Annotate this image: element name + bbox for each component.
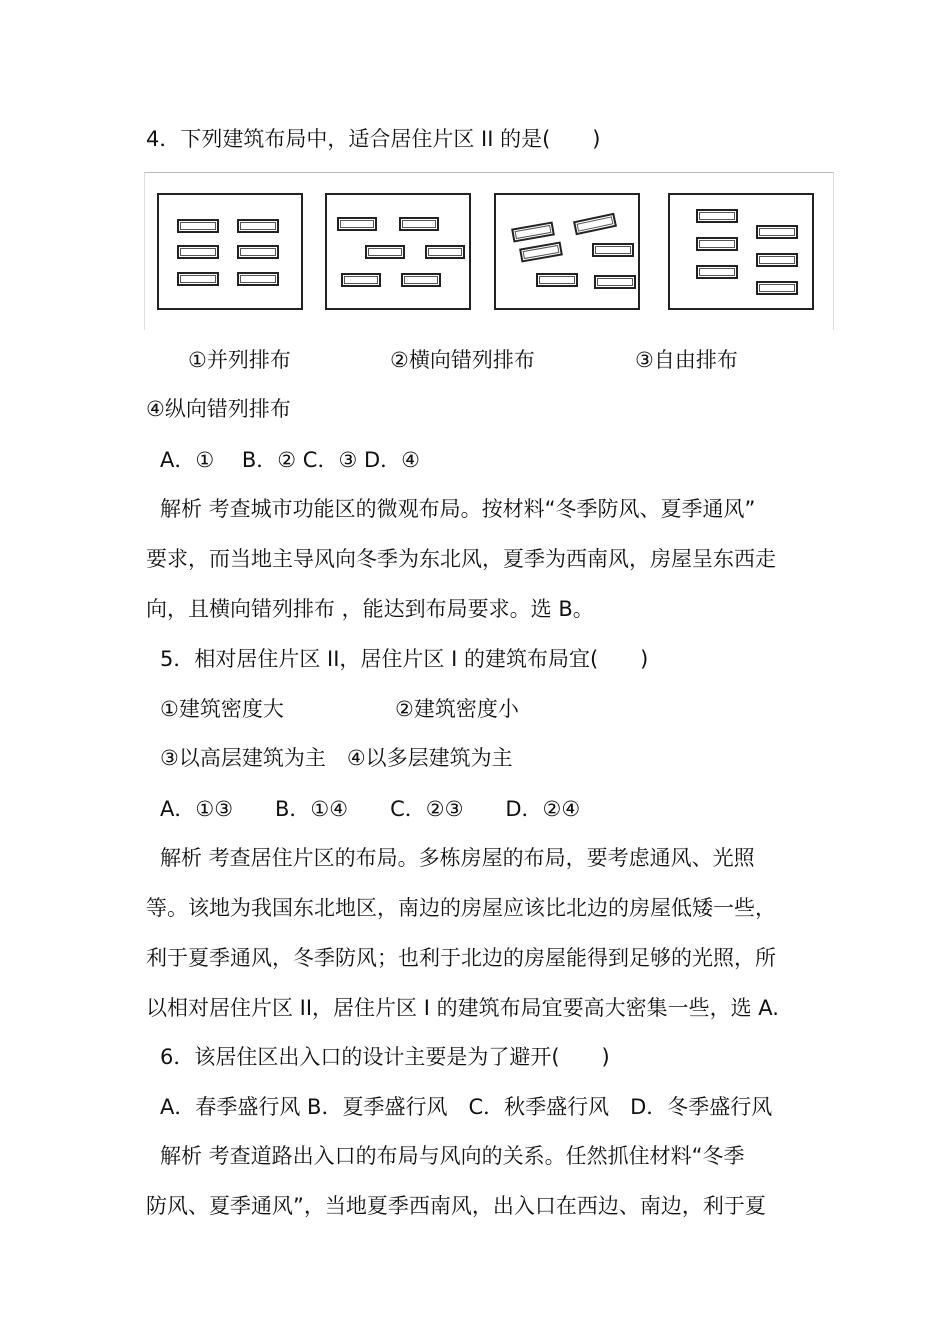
q4-analysis-line3: 向，且横向错列排布 ，能达到布局要求。选 B。 [146, 597, 594, 621]
building [425, 245, 465, 259]
building [536, 273, 578, 287]
building [519, 241, 563, 262]
q5-option-1: ①建筑密度大 [160, 697, 284, 721]
building [696, 265, 738, 279]
building [696, 209, 738, 223]
q6-analysis-line2: 防风、夏季通风”，当地夏季西南风，出入口在西边、南边，利于夏 [146, 1194, 766, 1218]
q4-options: A．① B．② C．③ D．④ [160, 448, 420, 472]
figure-label-2: ②横向错列排布 [390, 348, 535, 372]
layout-panel-parallel [157, 193, 303, 310]
building [365, 245, 405, 259]
building [237, 245, 279, 259]
building [401, 273, 441, 287]
q4-stem: 4．下列建筑布局中，适合居住片区 II 的是( ) [146, 127, 601, 151]
q6-analysis-line1: 解析 考查道路出入口的布局与风向的关系。任然抓住材料“冬季 [160, 1144, 745, 1168]
q5-analysis-line3: 利于夏季通风，冬季防风；也利于北边的房屋能得到足够的光照，所 [146, 946, 776, 970]
q5-analysis-line4: 以相对居住片区 II，居住片区 I 的建筑布局宜要高大密集一些，选 A. [146, 996, 779, 1020]
building [756, 253, 798, 267]
q5-option-34: ③以高层建筑为主 ④以多层建筑为主 [160, 746, 513, 770]
layout-panel-horizontal-staggered [325, 193, 471, 310]
building [177, 272, 219, 286]
building [399, 217, 439, 231]
layout-figure [144, 172, 834, 330]
building [237, 272, 279, 286]
building [573, 213, 617, 235]
q5-stem: 5．相对居住片区 II，居住片区 I 的建筑布局宜( ) [160, 647, 649, 671]
building [592, 243, 634, 257]
q5-analysis-line2: 等。该地为我国东北地区，南边的房屋应该比北边的房屋低矮一些， [146, 896, 776, 920]
q4-analysis-line1: 解析 考查城市功能区的微观布局。按材料“冬季防风、夏季通风” [160, 497, 756, 521]
building [177, 245, 219, 259]
figure-label-1: ①并列排布 [188, 348, 291, 372]
layout-panel-vertical-staggered [668, 193, 814, 310]
figure-label-4: ④纵向错列排布 [146, 397, 291, 421]
q4-analysis-line2: 要求，而当地主导风向冬季为东北风，夏季为西南风，房屋呈东西走 [146, 547, 776, 571]
building [511, 221, 555, 242]
q6-options: A．春季盛行风 B．夏季盛行风 C．秋季盛行风 D．冬季盛行风 [160, 1095, 773, 1119]
building [696, 237, 738, 251]
building [337, 217, 377, 231]
q5-options: A．①③ B．①④ C．②③ D．②④ [160, 797, 581, 821]
building [177, 219, 219, 233]
q5-option-2: ②建筑密度小 [395, 697, 519, 721]
q5-analysis-line1: 解析 考查居住片区的布局。多栋房屋的布局，要考虑通风、光照 [160, 846, 755, 870]
q6-stem: 6．该居住区出入口的设计主要是为了避开( ) [160, 1045, 610, 1069]
building [237, 219, 279, 233]
building [756, 281, 798, 295]
layout-panel-free [494, 193, 640, 310]
building [594, 275, 636, 289]
building [756, 225, 798, 239]
building [341, 273, 381, 287]
figure-label-3: ③自由排布 [635, 348, 738, 372]
